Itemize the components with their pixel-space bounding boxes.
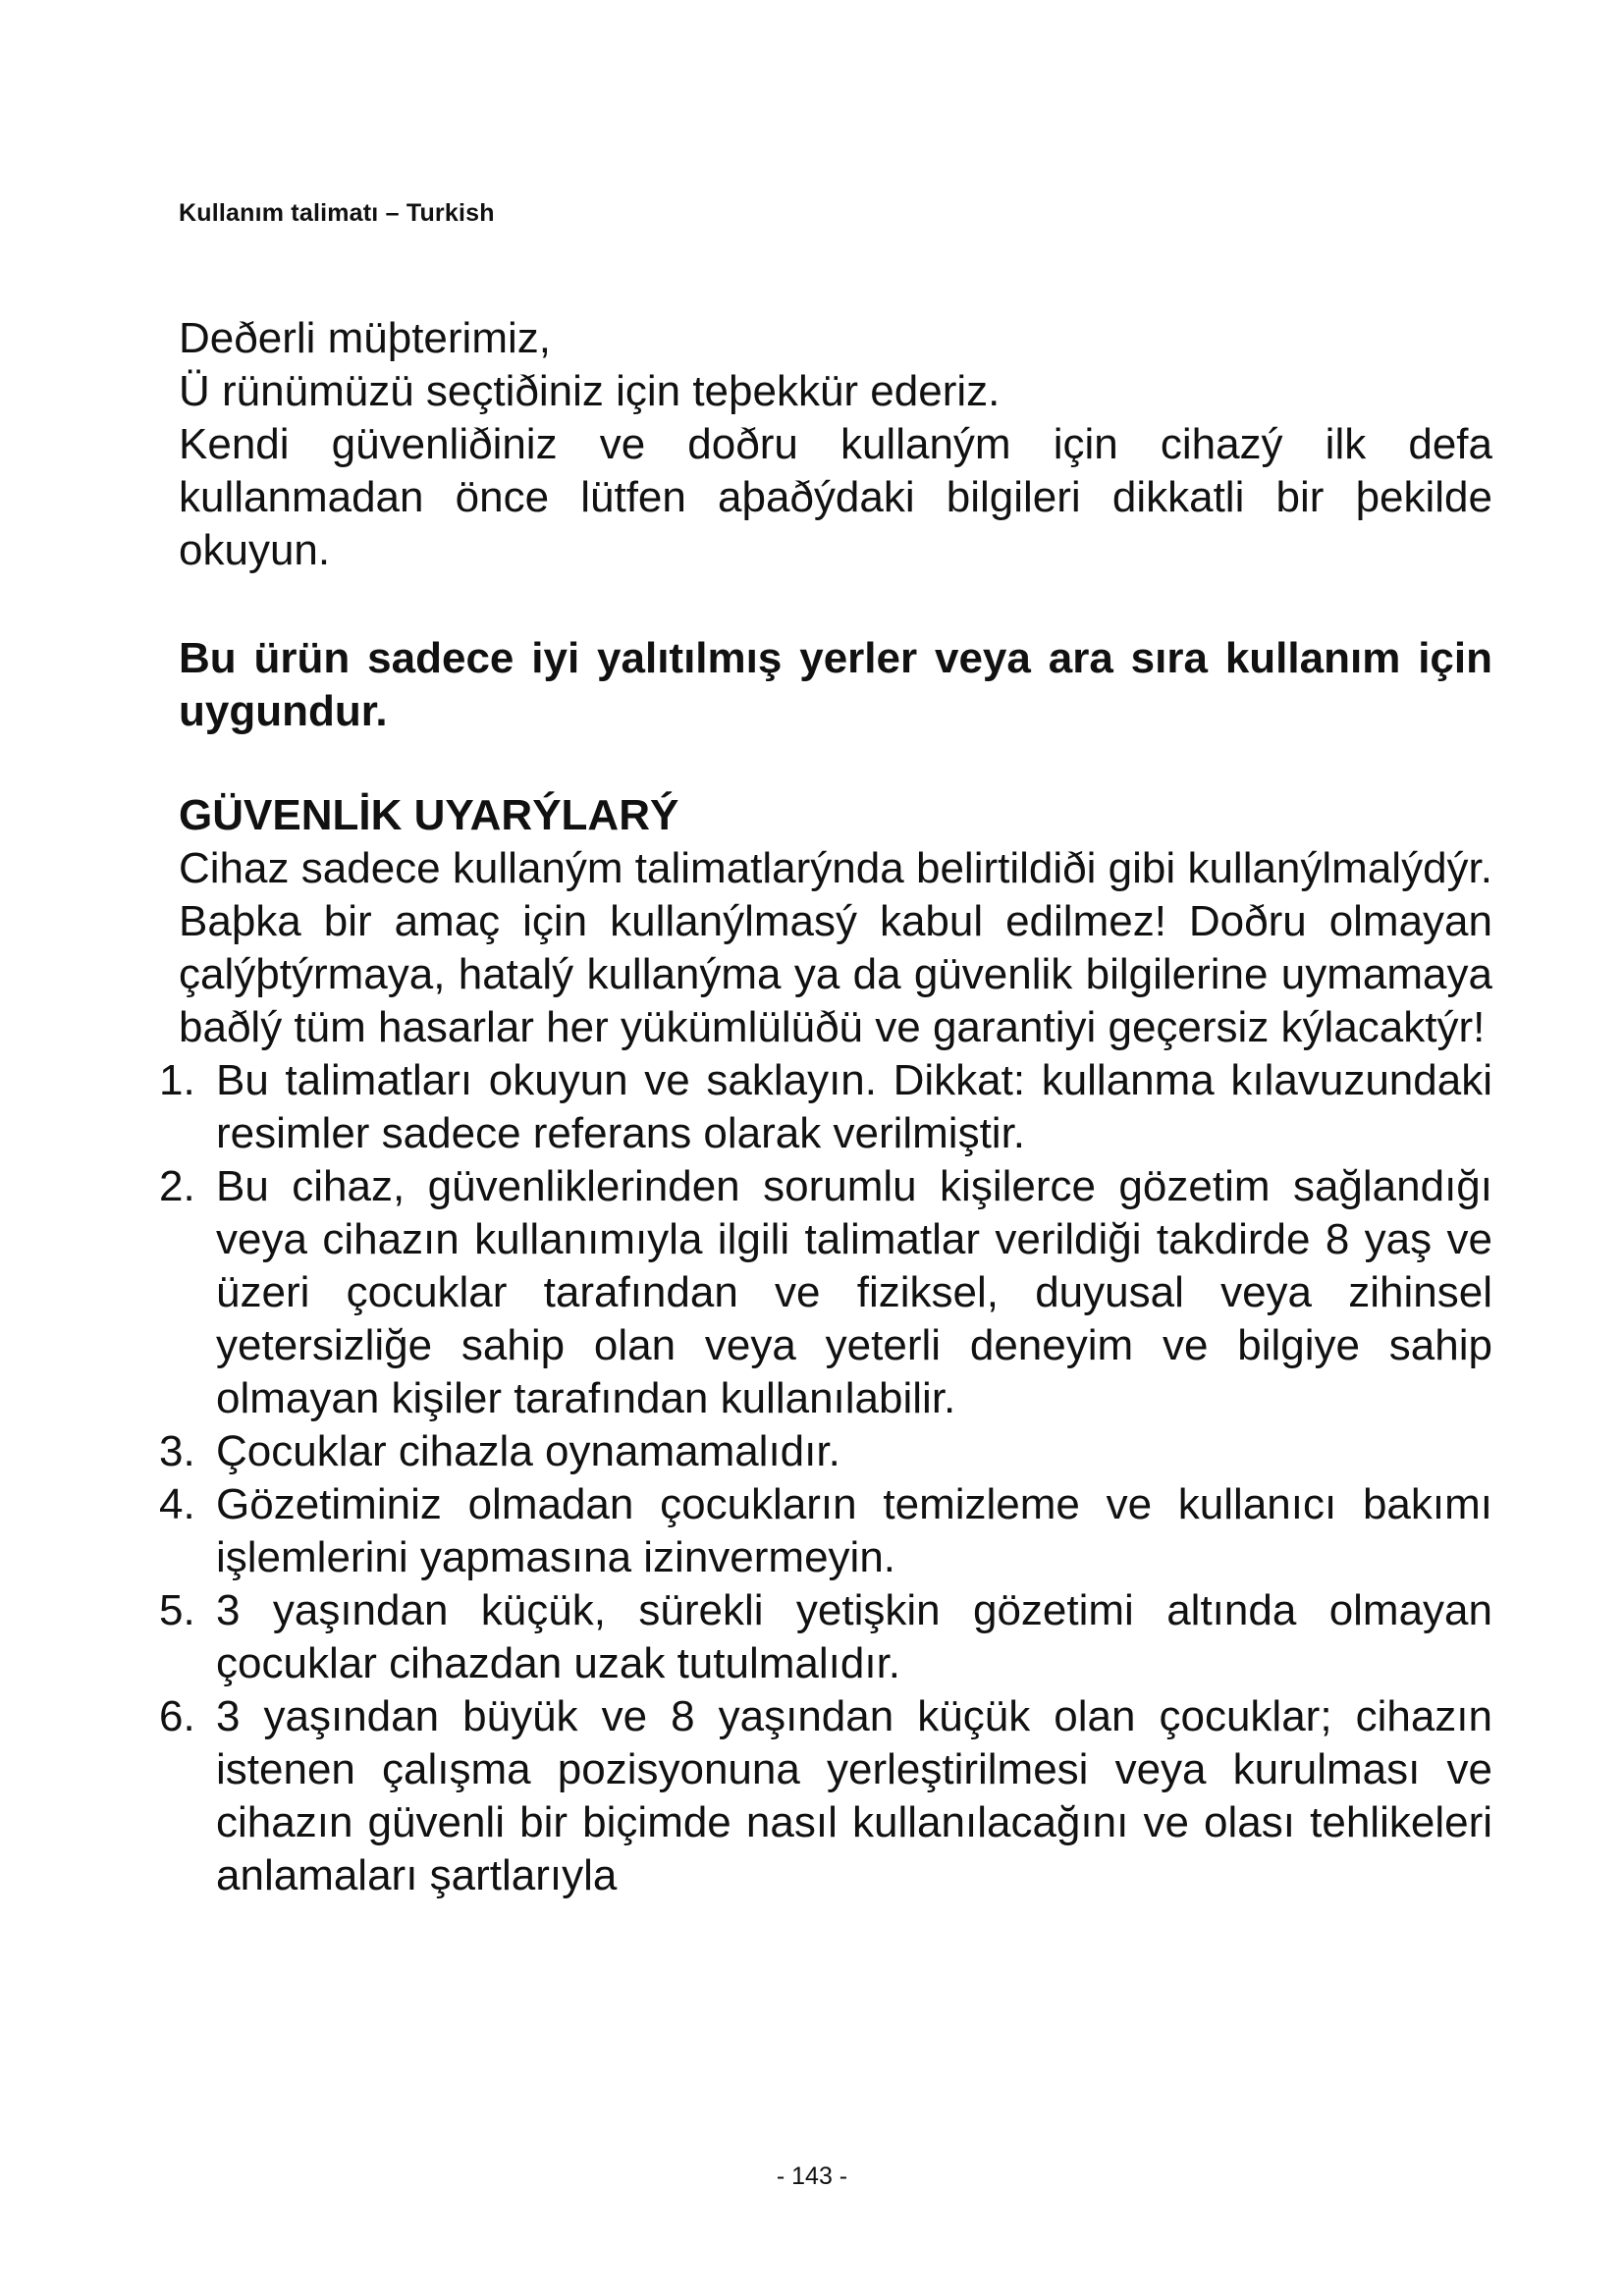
list-item-text: Bu cihaz, güvenliklerinden sorumlu kişilerce gözetim sağlandığı veya cihazın kullanımıyla ilgili talimatlar verildiği takdirde 8 yaş ve üzeri çocuklar tarafından ve fiziksel, duyusal veya zihinsel yetersizliğe sahip olan veya yeterli deneyim ve bilgiye sahip olmayan kişiler tarafından kullanılabilir. bbox=[216, 1162, 1492, 1422]
thanks-line: Ü rünümüzü seçtiðiniz için teþekkür ederiz. bbox=[179, 367, 1001, 415]
document-header: Kullanım talimatı – Turkish bbox=[179, 199, 495, 227]
read-instructions-paragraph: Kendi güvenliðiniz ve doðru kullaným için cihazý ilk defa kullanmadan önce lütfen aþaðýdaki bilgileri dikkatli bir þekilde okuyun. bbox=[179, 420, 1492, 574]
list-item-number: 3. bbox=[159, 1427, 195, 1475]
list-item-text: Bu talimatları okuyun ve saklayın. Dikkat: kullanma kılavuzundaki resimler sadece referans olarak verilmiştir. bbox=[216, 1056, 1492, 1157]
list-item-number: 4. bbox=[159, 1480, 195, 1528]
list-item-number: 6. bbox=[159, 1692, 195, 1740]
safety-intro-paragraph: Cihaz sadece kullaným talimatlarýnda belirtildiði gibi kullanýlmalýdýr. Baþka bir amaç için kullanýlmasý kabul edilmez! Doðru olmayan çalýþtýrmaya, hatalý kullanýma ya da güvenlik bilgilerine uymamaya baðlý tüm hasarlar her yükümlülüðü ve garantiyi geçersiz kýlacaktýr! bbox=[179, 844, 1492, 1051]
list-item bbox=[161, 1425, 1492, 1478]
list-item bbox=[161, 1160, 1492, 1425]
greeting-line: Deðerli müþterimiz, bbox=[179, 314, 551, 362]
safety-heading: GÜVENLİK UYARÝLARÝ bbox=[179, 791, 679, 839]
list-item bbox=[161, 1690, 1492, 1902]
list-item-text: Gözetiminiz olmadan çocukların temizleme ve kullanıcı bakımı işlemlerini yapmasına izinvermeyin. bbox=[216, 1480, 1492, 1581]
usage-notice: Bu ürün sadece iyi yalıtılmış yerler veya ara sıra kullanım için uygundur. bbox=[179, 634, 1492, 735]
page-number: - 143 - bbox=[776, 2163, 848, 2190]
list-item-text: Çocuklar cihazla oynamamalıdır. bbox=[216, 1427, 840, 1475]
list-item bbox=[161, 1478, 1492, 1584]
list-item-number: 2. bbox=[159, 1162, 195, 1210]
list-item-number: 1. bbox=[159, 1056, 195, 1104]
list-item-number: 5. bbox=[159, 1586, 195, 1634]
list-item-text: 3 yaşından büyük ve 8 yaşından küçük olan çocuklar; cihazın istenen çalışma pozisyonuna yerleştirilmesi veya kurulması ve cihazın güvenli bir biçimde nasıl kullanılacağını ve olası tehlikeleri anlamaları şartlarıyla bbox=[216, 1692, 1492, 1899]
document-body bbox=[159, 312, 1492, 1902]
list-item bbox=[161, 1054, 1492, 1160]
list-item bbox=[161, 1584, 1492, 1690]
safety-list bbox=[159, 1054, 1492, 1902]
list-item-text: 3 yaşından küçük, sürekli yetişkin gözetimi altında olmayan çocuklar cihazdan uzak tutulmalıdır. bbox=[216, 1586, 1492, 1687]
